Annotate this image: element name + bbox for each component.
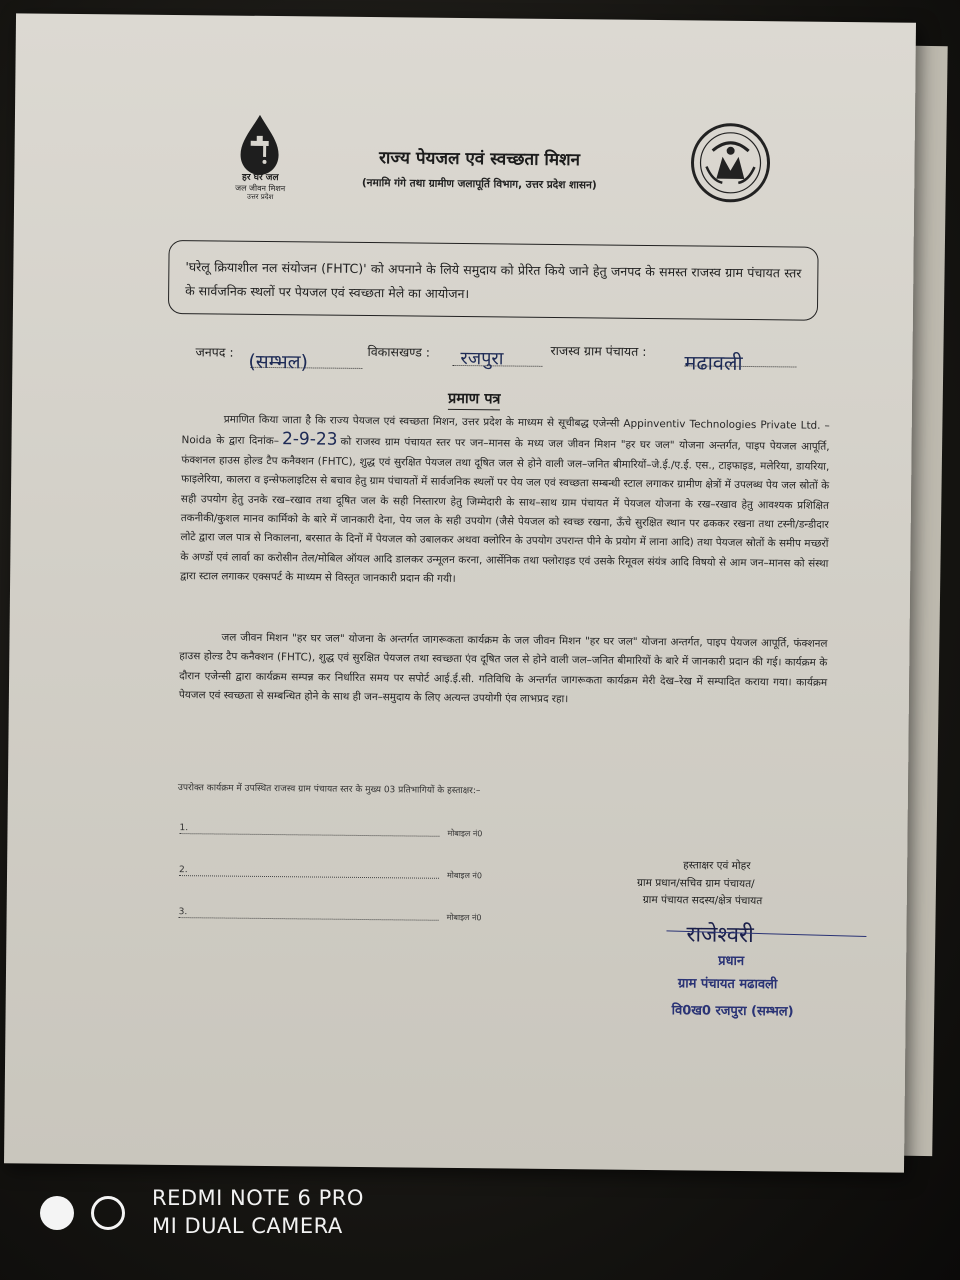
- signatory-role-1: ग्राम प्रधान/सचिव ग्राम पंचायत/: [636, 876, 755, 891]
- district-value: (सम्भल): [248, 350, 309, 374]
- certificate-title: प्रमाण पत्र: [448, 388, 501, 411]
- participant-signature-line-3: [179, 917, 439, 921]
- signatory-role-2: ग्राम पंचायत सदस्य/क्षेत्र पंचायत: [642, 893, 763, 908]
- participant-number-1: 1.: [179, 823, 189, 834]
- participant-mobile-3: मोबाइल नं0: [446, 912, 482, 923]
- certificate-paragraph-1: [180, 410, 830, 593]
- certificate-paragraph-2: जल जीवन मिशन "हर घर जल" योजना के अन्तर्गत जागरूकता कार्यक्रम के जल जीवन मिशन "हर घर जल" योजना अन्तर्गत, पाइप पेयजल आपूर्ति, फंक्शनल हाउस होल्ड टैप कनैक्शन (FHTC), शुद्ध एवं सुरक्षित पेयजल तथा स्वच्छता एंव दूषित जल से होने वाली जल–जनित बीमारियों के बारे में जानकारी प्रदान की गई। कार्यक्रम के दौरान एजेन्सी द्वारा कार्यक्रम सम्पन्न कर निर्धारित समय पर सपोर्ट आई.ई.सी. गतिविधि के अन्तर्गत जागरूकता कार्यक्रम मेरी देख–रेख में सम्पादित कराया गया। कार्यक्रम पेयजल एवं स्वच्छता से सम्बन्धित होने के साथ ही जन–समुदाय के लिए अत्यन्त उपयोगी एंव लाभप्रद रहा।: [178, 631, 828, 706]
- logo-caption-state: उत्तर प्रदेश: [246, 192, 274, 202]
- stamp-designation: प्रधान: [718, 953, 745, 969]
- participant-number-3: 3.: [178, 907, 188, 918]
- participant-mobile-2: मोबाइल नं0: [446, 870, 483, 881]
- mission-title: राज्य पेयजल एवं स्वच्छता मिशन: [378, 148, 581, 171]
- block-label: विकासखण्ड :: [367, 344, 431, 360]
- stamp-block: वि0ख0 रजपुरा (सम्भल): [671, 1003, 794, 1020]
- handwritten-signature: राजेश्वरी: [686, 922, 754, 949]
- panchayat-label: राजस्व ग्राम पंचायत :: [550, 342, 647, 359]
- participants-intro: उपरोक्त कार्यक्रम में उपस्थित राजस्व ग्राम पंचायत स्तर के मुख्य 03 प्रतिभागियों के हस्ताक्षर:–: [177, 783, 481, 797]
- logo-caption-main: हर घर जल: [242, 172, 279, 184]
- watermark-filled-circle-icon: [40, 1196, 74, 1230]
- document-page: [4, 13, 916, 1172]
- date-value: 2-9-23: [281, 429, 338, 451]
- participant-signature-line-2: [179, 875, 439, 879]
- paragraph-1-end: को राजस्व ग्राम पंचायत स्तर पर जन–मानस के मध्य जल जीवन मिशन "हर घर जल" योजना अन्तर्गत, पाइप पेयजल आपूर्ति, फंक्शनल हाउस होल्ड टैप कनैक्शन (FHTC), शुद्ध एवं सुरक्षित पेयजल तथा दूषित जल से होने वाली जल–जनित बीमारियों–जे.ई./ए.ई. एस., टाइफाइड, मलेरिया, डायरिया, फाइलेरिया, कालरा व इन्सेफलाइटिस से बचाव हेतु ग्राम पंचायतों में सार्वजनिक स्थलों पर पेय जल एवं स्वच्छता सम्बन्धी स्टाल लगाकर ग्रामीण क्षेत्रों में उपलब्ध पेय जल स्रोतों के सही उपयोग हेतु उनके रख–रखाव तथा दूषित जल के सही निस्तारण हेतु जिम्मेदारी के साथ–साथ ग्राम पंचायत में पेयजल योजना के रख–रखाव हेतु आवश्यक प्रशिक्षित तकनीकी/कुशल मानव कार्मिको के बारे में जानकारी देना, पेय जल के सही उपयोग (जैसे पेयजल को स्वच्छ रखना, ऊँचे सुरक्षित स्थान पर ढककर रखना तथा टस्नी/डन्डीदार लोटे द्वारा जल पात्र से निकालना, बरसात के दिनों में पेयजल को उबालकर अथवा क्लोरिन के उपयोग उपरान्त पीने के प्रयोग में लाना आदि) तथा पेयजल स्रोतों के समीप मच्छरों के अण्डों एवं लार्वा का करोसीन तेल/मोबिल ऑयल आदि डालकर उन्मूलन करना, आर्सेनिक तथा फ्लोराइड एवं उसके रिमूवल संयंत्र आदि विषयो से आम जन–मानस को संस्था द्वारा स्टाल लगाकर एक्सपर्ट के माध्यम से विस्तृत जानकारी प्रदान की गयी।: [180, 436, 830, 586]
- paragraph-1-start: प्रमाणित किया जाता है कि राज्य पेयजल एवं स्वच्छता मिशन, उत्तर प्रदेश के माध्यम से सूचीबद्ध एजेन्सी Appinventiv Technologies Private Ltd. – Noida के द्वारा दिनांक–: [181, 413, 830, 448]
- signatory-heading: हस्ताक्षर एवं मोहर: [683, 859, 751, 873]
- watermark-ring-icon: [91, 1196, 125, 1230]
- event-banner: 'घरेलू क्रियाशील नल संयोजन (FHTC)' को अपनाने के लिये समुदाय को प्रेरित किये जाने हेतु जनपद के समस्त राजस्व ग्राम पंचायत स्तर के सार्वजनिक स्थलों पर पेयजल एवं स्वच्छता मेले का आयोजन।: [168, 240, 819, 321]
- district-label: जनपद :: [195, 344, 234, 360]
- panchayat-value: मढावली: [684, 350, 743, 375]
- block-value: रजपुरा: [460, 347, 504, 370]
- mission-subtitle: (नमामि गंगे तथा ग्रामीण जलापूर्ति विभाग, उत्तर प्रदेश शासन): [361, 176, 597, 192]
- watermark-device: REDMI NOTE 6 PRO: [152, 1186, 364, 1210]
- watermark-camera: MI DUAL CAMERA: [152, 1214, 343, 1238]
- stamp-panchayat: ग्राम पंचायत मढावली: [677, 976, 778, 993]
- logo-caption-mission: जल जीवन मिशन: [235, 183, 286, 194]
- participant-number-2: 2.: [179, 865, 188, 876]
- participant-signature-line-1: [179, 833, 439, 837]
- participant-mobile-1: मोबाइल नं0: [447, 828, 483, 839]
